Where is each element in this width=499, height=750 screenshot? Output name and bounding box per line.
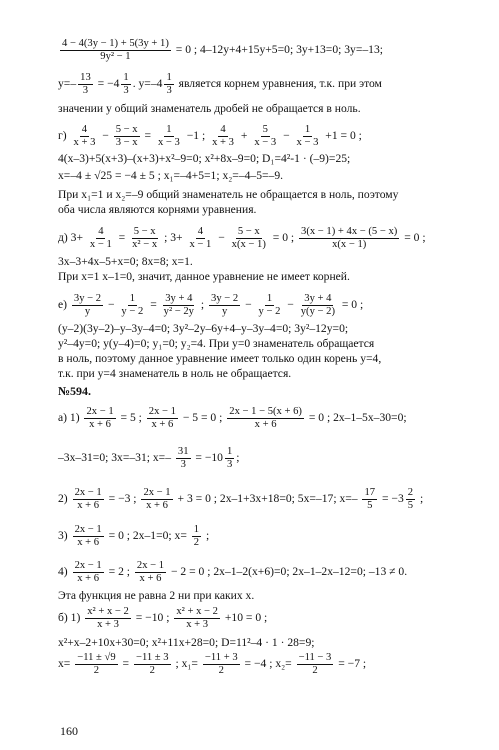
- text-run: 3x–3+4x–5+x=0; 8x=8; x=1.: [58, 255, 193, 268]
- fraction-numerator: 17: [364, 487, 376, 498]
- fraction-denominator: 2: [193, 537, 200, 548]
- text-run: в ноль, поэтому данное уравнение имеет только один корень y=4,: [58, 352, 382, 365]
- text-run: т.к. при y=4 знаменатель в ноль не обращается.: [58, 367, 292, 380]
- text-run: x=: [58, 657, 74, 671]
- fraction-numerator: 3y + 4: [304, 293, 332, 304]
- equation-line: [58, 152, 350, 165]
- fraction-numerator: 3y + 4: [165, 293, 193, 304]
- text-run: = −3: [379, 492, 404, 506]
- fraction-numerator: 2x − 1: [74, 524, 102, 535]
- text-run: +1 = 0 ;: [322, 129, 362, 143]
- fraction-numerator: 5 − x: [237, 226, 260, 237]
- text-line: [58, 589, 254, 602]
- fraction-denominator: x(x − 1): [231, 239, 266, 250]
- text-run: − 5 = 0 ;: [179, 411, 226, 425]
- fraction: [162, 293, 196, 318]
- text-run: (y–2)(3y–2)–y–3y–4=0; 3y²–2y–6y+4–y–3y–4=0; 3y²–12y=0;: [58, 322, 349, 335]
- fraction-numerator: 13: [80, 72, 91, 83]
- fraction-denominator: y(y − 2): [300, 306, 335, 317]
- fraction-numerator: 2x − 1: [136, 560, 165, 571]
- fraction: [176, 446, 191, 471]
- fraction: [60, 38, 171, 63]
- fraction: [114, 124, 140, 149]
- fraction-numerator: 1: [266, 293, 273, 304]
- fraction-numerator: 2x − 1: [148, 406, 176, 417]
- fraction-denominator: 2: [312, 665, 318, 676]
- text-run: + 3 = 0 ; 2x–1+3x+18=0; 5x=–17; x=–: [174, 492, 361, 506]
- text-run: г): [58, 129, 70, 143]
- fraction-denominator: x² − x: [132, 239, 158, 250]
- text-run: ;: [203, 529, 210, 543]
- page-number: 160: [60, 724, 78, 738]
- text-run: = −10 ;: [132, 611, 173, 625]
- text-run: оба числа являются корнями уравнения.: [58, 203, 257, 216]
- text-run: б) 1): [58, 611, 84, 625]
- text-run: = −3 ;: [105, 492, 140, 506]
- equation-line: [58, 406, 407, 431]
- fraction-numerator: 2x − 1: [74, 487, 102, 498]
- fraction-denominator: x + 6: [77, 573, 100, 584]
- fraction: [210, 124, 236, 149]
- fraction: [130, 226, 159, 251]
- fraction-numerator: 31: [177, 446, 189, 457]
- text-run: −: [280, 129, 293, 143]
- fraction: [72, 293, 103, 318]
- fraction-numerator: 4 − 4(3y − 1) + 5(3y + 1): [62, 38, 169, 49]
- fraction-denominator: y: [84, 306, 91, 317]
- fraction: [230, 226, 268, 251]
- text-run: 2): [58, 492, 71, 506]
- equation-line: [58, 38, 383, 63]
- text-run: = 0 ; 4–12y+4+15y+5=0; 3y+13=0; 3y=–13;: [172, 43, 383, 57]
- text-run: −: [105, 298, 118, 312]
- text-run: ; 3+: [161, 231, 186, 245]
- text-run: 4): [58, 565, 71, 579]
- fraction-denominator: x + 6: [89, 419, 111, 430]
- text-run: =: [115, 231, 129, 245]
- fraction: [85, 606, 131, 631]
- fraction: [72, 124, 98, 149]
- fraction: [73, 560, 104, 585]
- fraction-numerator: −11 ± 3: [135, 652, 169, 663]
- fraction-numerator: x² + x − 2: [87, 606, 129, 617]
- text-run: −1 ;: [183, 129, 209, 143]
- fraction-numerator: −11 + 3: [204, 652, 238, 663]
- text-run: y=–: [58, 77, 77, 91]
- text-run: −: [99, 129, 112, 143]
- fraction-numerator: 4: [220, 124, 226, 135]
- equation-line: [58, 337, 374, 350]
- text-run: –3x–31=0; 3x=–31; x=–: [58, 451, 174, 465]
- equation-line: [58, 446, 240, 471]
- fraction-denominator: y − 2: [258, 306, 281, 317]
- text-run: =: [141, 129, 154, 143]
- fraction-numerator: 1: [304, 124, 311, 135]
- fraction-denominator: x − 3: [296, 137, 319, 148]
- fraction-numerator: 5: [262, 124, 268, 135]
- fraction-denominator: x + 6: [151, 419, 174, 430]
- fraction-denominator: 2: [218, 665, 224, 676]
- fraction: [134, 652, 171, 677]
- fraction: [227, 406, 304, 431]
- fraction-denominator: y − 2: [121, 306, 144, 317]
- fraction: [73, 524, 104, 549]
- fraction-numerator: 1: [129, 293, 135, 304]
- text-run: −: [242, 298, 255, 312]
- fraction-denominator: x − 3: [157, 137, 180, 148]
- fraction: [73, 487, 104, 512]
- fraction: [75, 652, 117, 677]
- equation-line: [58, 524, 209, 549]
- fraction: [141, 487, 172, 512]
- fraction: [156, 124, 182, 149]
- fraction-denominator: 9y² − 1: [100, 51, 131, 62]
- text-run: 4(x–3)+5(x+3)–(x+3)+x²–9=0; x²+8x–9=0; D₁=4²-1 · (–9)=25;: [58, 152, 351, 165]
- fraction-denominator: x + 3: [97, 619, 119, 630]
- fraction: [135, 560, 166, 585]
- fraction-numerator: 2x − 1 − 5(x + 6): [229, 406, 302, 417]
- equation-line: [58, 72, 382, 97]
- text-run: ; x₁=: [172, 657, 201, 671]
- fraction-denominator: x − 1: [89, 239, 112, 250]
- fraction: [147, 406, 178, 431]
- fraction-denominator: 3: [123, 85, 129, 96]
- text-run: = 0 ;: [338, 298, 364, 312]
- text-run: =: [119, 657, 132, 671]
- fraction-denominator: 3: [226, 459, 233, 470]
- fraction-denominator: 3: [180, 459, 186, 470]
- text-run: = 0 ; 2x–1–5x–30=0;: [305, 411, 407, 425]
- text-run: = 2 ;: [105, 565, 133, 579]
- fraction-numerator: 4: [98, 226, 104, 237]
- fraction-denominator: x + 6: [77, 500, 100, 511]
- text-run: = −4 ; x₂=: [241, 657, 295, 671]
- text-run: =: [147, 298, 160, 312]
- fraction-denominator: y: [221, 306, 228, 317]
- fraction: [203, 652, 240, 677]
- equation-line: [58, 169, 283, 182]
- fraction-numerator: 3y − 2: [73, 293, 102, 304]
- fraction-numerator: 2: [407, 487, 414, 498]
- text-run: является корнем уравнения, т.к. при этом: [175, 77, 382, 91]
- fraction: [209, 293, 240, 318]
- fraction-numerator: 2x − 1: [74, 560, 102, 571]
- fraction-numerator: 2x − 1: [86, 406, 114, 417]
- fraction-denominator: 5: [407, 500, 414, 511]
- text-run: значении y общий знаменатель дробей не обращается в ноль.: [58, 102, 361, 115]
- text-line: [58, 270, 350, 283]
- equation-line: [58, 124, 362, 149]
- fraction-numerator: 2x − 1: [143, 487, 171, 498]
- fraction: [257, 293, 283, 318]
- fraction-numerator: 4: [81, 124, 88, 135]
- fraction-denominator: x + 3: [186, 619, 209, 630]
- fraction-denominator: 3: [166, 85, 172, 96]
- fraction-denominator: x + 6: [139, 573, 162, 584]
- text-run: а) 1): [58, 411, 83, 425]
- fraction-denominator: x(x − 1): [332, 239, 367, 250]
- fraction-numerator: −11 ± √9: [77, 652, 116, 663]
- text-run: −: [215, 231, 228, 245]
- equation-line: [58, 606, 267, 631]
- fraction-denominator: 3: [82, 85, 89, 96]
- fraction-numerator: 1: [123, 72, 129, 83]
- equation-line: [58, 293, 363, 318]
- fraction: [192, 524, 201, 549]
- text-line: [58, 352, 381, 365]
- fraction-denominator: x + 3: [212, 137, 234, 148]
- fraction-denominator: x − 1: [189, 239, 212, 250]
- fraction: [78, 72, 93, 97]
- fraction-denominator: x − 3: [254, 137, 277, 148]
- text-line: [58, 188, 398, 201]
- text-run: е): [58, 298, 70, 312]
- fraction-numerator: x² + x − 2: [176, 606, 218, 617]
- text-run: = −10: [192, 451, 223, 465]
- fraction-denominator: 5: [367, 500, 373, 511]
- text-run: +: [237, 129, 251, 143]
- text-run: . y=–4: [132, 77, 163, 91]
- fraction: [299, 226, 399, 251]
- fraction: [295, 124, 321, 149]
- equation-line: [58, 652, 366, 677]
- text-run: д) 3+: [58, 231, 86, 245]
- text-run: = 5 ;: [117, 411, 145, 425]
- text-run: ;: [197, 298, 208, 312]
- fraction-numerator: 3y − 2: [211, 293, 239, 304]
- text-line: [58, 367, 291, 380]
- fraction-denominator: 2: [149, 665, 155, 676]
- fraction: [252, 124, 278, 149]
- text-run: При x₁=1 и x₂=–9 общий знаменатель не обращается в ноль, поэтому: [58, 188, 399, 201]
- fraction: [121, 72, 130, 97]
- text-run: − 2 = 0 ; 2x–1–2(x+6)=0; 2x–1–2x–12=0; –13 ≠ 0.: [168, 565, 408, 579]
- text-run: = 0 ;: [269, 231, 298, 245]
- text-run: x²+x–2+10x+30=0; x²+11x+28=0; D=11²–4 · 1 · 28=9;: [58, 636, 315, 649]
- fraction: [299, 293, 337, 318]
- fraction: [362, 487, 377, 512]
- fraction-numerator: 1: [166, 72, 172, 83]
- equation-line: [58, 560, 407, 585]
- fraction: [119, 293, 145, 318]
- fraction-numerator: 1: [193, 524, 200, 535]
- text-line: [58, 102, 361, 115]
- fraction: [225, 446, 234, 471]
- text-run: = −7 ;: [335, 657, 367, 671]
- fraction-numerator: 1: [166, 124, 172, 135]
- fraction: [297, 652, 334, 677]
- fraction: [187, 226, 213, 251]
- text-run: y²–4y=0; y(y–4)=0; y₁=0; y₂=4. При y=0 знаменатель обращается: [58, 337, 375, 350]
- text-run: = 0 ; 2x–1=0; x=: [105, 529, 190, 543]
- fraction-denominator: 3 − x: [115, 137, 138, 148]
- text-run: ;: [417, 492, 424, 506]
- fraction-numerator: 5 − x: [115, 124, 138, 135]
- text-run: ;: [236, 451, 240, 465]
- fraction-denominator: x + 3: [73, 137, 96, 148]
- equation-line: [58, 487, 423, 512]
- text-run: Эта функция не равна 2 ни при каких x.: [58, 589, 255, 602]
- text-run: = −4: [94, 77, 120, 91]
- equation-line: [58, 255, 193, 268]
- text-run: = 0 ;: [401, 231, 426, 245]
- equation-line: [58, 226, 426, 251]
- fraction-denominator: y² − 2y: [163, 306, 194, 317]
- fraction-numerator: 3(x − 1) + 4x − (5 − x): [301, 226, 398, 237]
- equation-line: [58, 322, 348, 335]
- text-run: −: [284, 298, 297, 312]
- text-run: +10 = 0 ;: [221, 611, 268, 625]
- fraction-denominator: x + 6: [254, 419, 277, 430]
- fraction-denominator: 2: [93, 665, 100, 676]
- fraction-numerator: 1: [226, 446, 233, 457]
- fraction: [164, 72, 173, 97]
- fraction: [174, 606, 220, 631]
- fraction-denominator: x + 6: [146, 500, 168, 511]
- fraction-numerator: 4: [197, 226, 204, 237]
- text-line: [58, 203, 256, 216]
- fraction-numerator: −11 − 3: [298, 652, 332, 663]
- fraction: [84, 406, 115, 431]
- fraction-numerator: 5 − x: [133, 226, 156, 237]
- equation-line: [58, 636, 314, 649]
- text-run: 3): [58, 529, 71, 543]
- text-run: x=–4 ± √25 = −4 ± 5 ; x₁=–4+5=1; x₂=–4–5=–9.: [58, 169, 284, 182]
- fraction: [406, 487, 415, 512]
- text-run: При x=1 x–1=0, значит, данное уравнение не имеет корней.: [58, 270, 350, 283]
- fraction: [88, 226, 114, 251]
- problem-heading: №594.: [58, 384, 92, 398]
- fraction-denominator: x + 6: [77, 537, 100, 548]
